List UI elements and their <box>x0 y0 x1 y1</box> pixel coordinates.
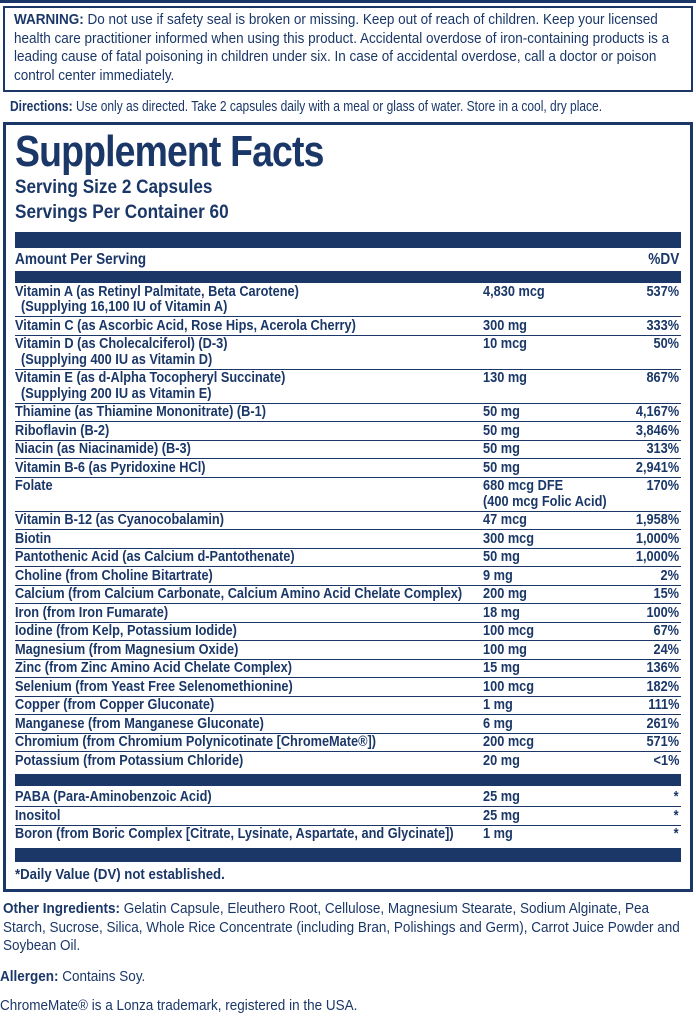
nutrient-amount: 50 mg <box>483 404 520 420</box>
nutrient-amount: 680 mcg DFE <box>483 478 564 494</box>
nutrient-name: Choline (from Choline Bitartrate) <box>15 567 213 584</box>
allergen-note <box>0 968 696 986</box>
directions-line <box>10 98 602 116</box>
nutrient-amount: 100 mcg <box>483 623 535 639</box>
nutrient-row <box>15 734 681 753</box>
nutrient-amount: 100 mg <box>483 641 527 658</box>
nutrient-dv: 136% <box>646 660 679 676</box>
warning-text: Do not use if safety seal is broken or missing. Keep out of reach of children. Keep your licensed health care practitioner informed when using this product. Accidental overdose of iron-containing products is a leading cause of fatal poisoning in children under six. In case of accidental overdose, call a doctor or poison control center immediately. <box>14 11 670 84</box>
nutrient-row <box>15 641 681 660</box>
divider-bar <box>15 271 681 283</box>
nutrient-name: Manganese (from Manganese Gluconate) <box>15 715 264 732</box>
nutrient-name: Boron (from Boric Complex [Citrate, Lysinate, Aspartate, and Glycinate]) <box>15 826 454 842</box>
nutrient-dv: <1% <box>653 752 679 769</box>
nutrient-dv: * <box>674 807 679 824</box>
nutrient-row <box>15 530 681 549</box>
nutrient-dv: 537% <box>646 283 679 300</box>
nutrient-amount: 130 mg <box>483 370 527 386</box>
nutrient-name: Calcium (from Calcium Carbonate, Calcium Amino Acid Chelate Complex) <box>15 586 463 602</box>
nutrient-amount: 200 mg <box>483 586 527 602</box>
trademark-note <box>0 997 696 1015</box>
nutrient-dv: * <box>674 789 679 805</box>
nutrient-row <box>15 715 681 734</box>
nutrient-amount: 200 mcg <box>483 734 535 750</box>
nutrient-amount: 50 mg <box>483 549 520 565</box>
nutrient-dv: 333% <box>646 317 679 334</box>
nutrient-amount: 50 mg <box>483 459 520 476</box>
nutrient-row <box>15 422 681 441</box>
nutrient-row <box>15 586 681 605</box>
nutrient-dv: 2,941% <box>635 459 679 476</box>
other-ingredients-paragraph <box>3 900 693 956</box>
nutrient-amount: 1 mg <box>483 826 513 842</box>
panel-title: Supplement Facts <box>15 127 324 176</box>
nutrient-row <box>15 336 681 370</box>
nutrient-dv: 2% <box>660 567 679 584</box>
nutrient-row <box>15 604 681 623</box>
warning-label: WARNING: <box>14 11 84 28</box>
nutrient-rows-other <box>15 789 681 844</box>
nutrient-name-sub: (Supplying 200 IU as Vitamin E) <box>21 385 212 402</box>
nutrient-amount: 4,830 mcg <box>483 283 545 300</box>
nutrient-name: Magnesium (from Magnesium Oxide) <box>15 641 239 658</box>
nutrient-dv: 4,167% <box>635 404 679 420</box>
nutrient-row <box>15 623 681 642</box>
nutrient-name: PABA (Para-Aminobenzoic Acid) <box>15 789 212 805</box>
nutrient-name: Vitamin D (as Cholecalciferol) (D-3) <box>15 336 228 352</box>
trademark-line: ChromeMate® is a Lonza trademark, registered in the USA. <box>0 996 358 1014</box>
nutrient-name: Inositol <box>15 807 61 824</box>
nutrient-row <box>15 283 681 317</box>
nutrient-row <box>15 317 681 336</box>
directions <box>3 98 693 116</box>
other-ingredients <box>3 900 693 956</box>
allergen-label: Allergen: <box>0 967 59 985</box>
nutrient-row <box>15 404 681 423</box>
nutrient-name: Vitamin B-6 (as Pyridoxine HCl) <box>15 459 206 476</box>
nutrient-name: Vitamin A (as Retinyl Palmitate, Beta Carotene) <box>15 283 299 300</box>
nutrient-row <box>15 697 681 716</box>
nutrient-row <box>15 549 681 568</box>
nutrient-name: Riboflavin (B-2) <box>15 422 110 439</box>
nutrient-dv: 100% <box>646 604 679 621</box>
nutrient-row <box>15 370 681 404</box>
directions-text: Use only as directed. Take 2 capsules daily with a meal or glass of water. Store in a cool, dry place. <box>76 98 603 115</box>
directions-label: Directions: <box>10 98 73 115</box>
nutrient-row <box>15 752 681 770</box>
dv-footnote: *Daily Value (DV) not established. <box>15 866 225 883</box>
nutrient-row <box>15 678 681 697</box>
nutrient-dv: 1,000% <box>635 549 679 565</box>
other-ingredients-text: Gelatin Capsule, Eleuthero Root, Cellulose, Magnesium Stearate, Sodium Alginate, Pea Starch, Sucrose, Silica, Whole Rice Concentrate (including Bran, Polishings and Germ), Carrot Juice Powder and Soybean Oil. <box>3 900 680 954</box>
nutrient-row <box>15 789 681 808</box>
nutrient-amount: 50 mg <box>483 422 520 439</box>
nutrient-amount: 15 mg <box>483 660 520 676</box>
nutrient-amount-sub: (400 mcg Folic Acid) <box>483 493 607 510</box>
supplement-facts-panel <box>3 122 693 892</box>
warning-paragraph <box>14 11 682 85</box>
nutrient-name: Selenium (from Yeast Free Selenomethionine) <box>15 678 293 695</box>
other-ingredients-label: Other Ingredients: <box>3 900 121 917</box>
nutrient-name: Biotin <box>15 530 52 547</box>
nutrient-row <box>15 441 681 460</box>
nutrient-amount: 300 mg <box>483 317 527 334</box>
nutrient-name: Copper (from Copper Gluconate) <box>15 697 215 713</box>
nutrient-name: Vitamin E (as d-Alpha Tocopheryl Succinate) <box>15 370 286 386</box>
nutrient-name: Niacin (as Niacinamide) (B-3) <box>15 441 191 457</box>
nutrient-dv: 50% <box>653 336 679 352</box>
nutrient-amount: 6 mg <box>483 715 513 732</box>
nutrient-amount: 25 mg <box>483 789 520 805</box>
nutrient-amount: 20 mg <box>483 752 520 769</box>
serving-size: Serving Size 2 Capsules <box>15 176 213 198</box>
nutrient-name-sub: (Supplying 16,100 IU of Vitamin A) <box>21 299 228 315</box>
nutrient-amount: 100 mcg <box>483 678 535 695</box>
nutrient-name: Vitamin B-12 (as Cyanocobalamin) <box>15 512 224 528</box>
nutrient-name: Thiamine (as Thiamine Mononitrate) (B-1) <box>15 404 266 420</box>
nutrient-name: Pantothenic Acid (as Calcium d-Pantothenate) <box>15 549 295 565</box>
nutrient-dv: 170% <box>646 478 679 494</box>
nutrient-dv: 1,000% <box>635 530 679 547</box>
nutrient-dv: 867% <box>646 370 679 386</box>
nutrient-dv: 313% <box>646 441 679 457</box>
column-header <box>15 248 681 271</box>
nutrient-amount: 9 mg <box>483 567 513 584</box>
nutrient-name: Folate <box>15 478 53 494</box>
nutrient-name: Potassium (from Potassium Chloride) <box>15 752 244 769</box>
nutrient-row <box>15 826 681 844</box>
nutrient-row <box>15 512 681 531</box>
allergen-text: Contains Soy. <box>62 967 146 985</box>
nutrient-amount: 50 mg <box>483 441 520 457</box>
nutrient-row <box>15 567 681 586</box>
nutrient-name: Iron (from Iron Fumarate) <box>15 604 169 621</box>
nutrient-dv: 67% <box>653 623 679 639</box>
nutrient-dv: 261% <box>646 715 679 732</box>
nutrient-dv: 24% <box>653 641 679 658</box>
nutrient-amount: 300 mcg <box>483 530 535 547</box>
nutrient-amount: 10 mcg <box>483 336 527 352</box>
dv-header: %DV <box>647 251 679 268</box>
divider-bar <box>15 774 681 786</box>
allergen-line <box>0 968 145 986</box>
nutrient-amount: 25 mg <box>483 807 520 824</box>
top-edge-strip <box>0 0 696 3</box>
nutrient-dv: 111% <box>647 697 679 713</box>
nutrient-row <box>15 660 681 679</box>
nutrient-dv: 571% <box>646 734 679 750</box>
nutrient-name: Zinc (from Zinc Amino Acid Chelate Complex) <box>15 660 292 676</box>
nutrient-dv: * <box>674 826 679 842</box>
nutrient-dv: 3,846% <box>635 422 679 439</box>
nutrient-name: Iodine (from Kelp, Potassium Iodide) <box>15 623 237 639</box>
nutrient-amount: 18 mg <box>483 604 520 621</box>
servings-per-container: Servings Per Container 60 <box>15 201 229 223</box>
nutrient-row <box>15 478 681 512</box>
nutrient-name-sub: (Supplying 400 IU as Vitamin D) <box>21 351 213 368</box>
nutrient-name: Vitamin C (as Ascorbic Acid, Rose Hips, Acerola Cherry) <box>15 317 356 334</box>
nutrient-name: Chromium (from Chromium Polynicotinate [ChromeMate®]) <box>15 734 377 750</box>
divider-bar <box>15 232 681 248</box>
nutrient-amount: 47 mcg <box>483 512 527 528</box>
nutrient-row <box>15 459 681 478</box>
nutrient-row <box>15 807 681 826</box>
nutrient-dv: 1,958% <box>635 512 679 528</box>
nutrient-amount: 1 mg <box>483 697 513 713</box>
divider-bar <box>15 848 681 862</box>
nutrient-dv: 182% <box>646 678 679 695</box>
nutrient-dv: 15% <box>653 586 679 602</box>
warning-box <box>3 6 693 92</box>
amount-per-serving-header: Amount Per Serving <box>15 251 147 268</box>
nutrient-rows-main <box>15 283 681 770</box>
